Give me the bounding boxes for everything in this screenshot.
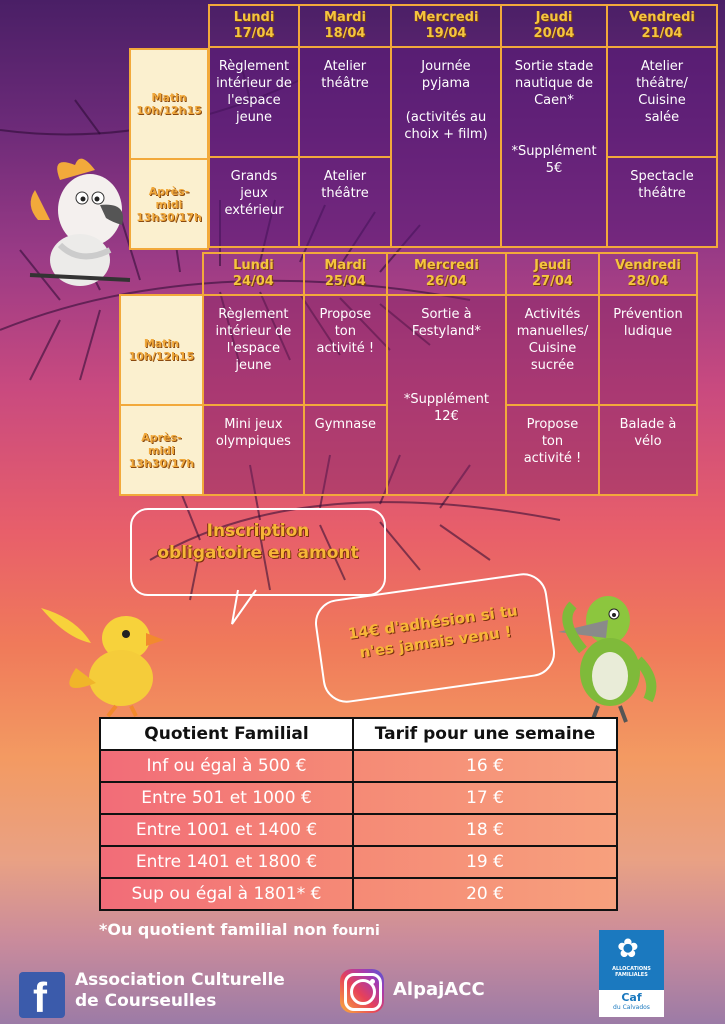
week2-mon-afternoon: Mini jeux olympiques: [203, 405, 304, 495]
week1-wed-fullday: Journée pyjama (activités au choix + film): [391, 47, 501, 247]
week2-morning-label: Matin 10h/12h15: [120, 295, 203, 405]
week1-fri-afternoon: Spectacle théâtre: [607, 157, 717, 247]
week2-tue-afternoon: Gymnase: [304, 405, 387, 495]
week2-header-jeudi: Jeudi 27/04: [506, 253, 599, 295]
week2-header-lundi: Lundi 24/04: [203, 253, 304, 295]
instagram-icon[interactable]: [340, 969, 384, 1013]
table-row: [100, 846, 617, 878]
pricing-tarif-cell: 18 €: [353, 814, 617, 846]
week2-fri-afternoon: Balade à vélo: [599, 405, 697, 495]
pricing-quotient-cell: Sup ou égal à 1801* €: [100, 878, 353, 910]
inscription-text: Inscription obligatoire en amont: [157, 521, 359, 563]
week1-tue-morning: Atelier théâtre: [299, 47, 391, 157]
week2-thu-afternoon: Propose ton activité !: [506, 405, 599, 495]
week2-fri-morning: Prévention ludique: [599, 295, 697, 405]
yellow-bird-illustration: [36, 598, 166, 718]
week2-header-vendredi: Vendredi 28/04: [599, 253, 697, 295]
cockatoo-illustration: [20, 150, 145, 300]
week1-header-mercredi: Mercredi 19/04: [391, 5, 501, 47]
week1-mon-morning: Règlement intérieur de l'espace jeune: [209, 47, 299, 157]
week1-header-lundi: Lundi 17/04: [209, 5, 299, 47]
week1-header-mardi: Mardi 18/04: [299, 5, 391, 47]
week1-schedule-table: [208, 4, 718, 248]
week2-schedule-table: [119, 252, 698, 496]
pricing-footnote: *Ou quotient familial non fourni: [99, 920, 380, 939]
caf-flower-icon: ✿: [617, 934, 639, 964]
facebook-icon[interactable]: f: [19, 972, 65, 1018]
week2-thu-morning: Activités manuelles/ Cuisine sucrée: [506, 295, 599, 405]
week2-header-mardi: Mardi 25/04: [304, 253, 387, 295]
instagram-handle[interactable]: AlpajACC: [393, 979, 485, 1000]
pricing-tarif-cell: 17 €: [353, 782, 617, 814]
week1-afternoon-label: Après- midi 13h30/17h: [130, 159, 208, 249]
table-row: [100, 782, 617, 814]
pricing-tarif-cell: 19 €: [353, 846, 617, 878]
pricing-quotient-cell: Entre 1401 et 1800 €: [100, 846, 353, 878]
pricing-header-tarif: Tarif pour une semaine: [353, 718, 617, 750]
table-row: [100, 814, 617, 846]
week1-header-jeudi: Jeudi 20/04: [501, 5, 607, 47]
bubble1-tail: [230, 588, 270, 628]
green-bird-illustration: [548, 580, 668, 730]
adhesion-text: 14€ d'adhésion si tu n'es jamais venu !: [346, 601, 519, 662]
week1-tue-afternoon: Atelier théâtre: [299, 157, 391, 247]
pricing-tarif-cell: 20 €: [353, 878, 617, 910]
pricing-table: [99, 717, 618, 911]
week2-tue-morning: Propose ton activité !: [304, 295, 387, 405]
week2-afternoon-label: Après- midi 13h30/17h: [120, 405, 203, 495]
pricing-tarif-cell: 16 €: [353, 750, 617, 782]
table-row: [100, 750, 617, 782]
week2-mon-morning: Règlement intérieur de l'espace jeune: [203, 295, 304, 405]
week1-thu-fullday: Sortie stade nautique de Caen* *Supplément 5€: [501, 47, 607, 247]
table-row: [100, 878, 617, 910]
pricing-header-quotient: Quotient Familial: [100, 718, 353, 750]
week1-mon-afternoon: Grands jeux extérieur: [209, 157, 299, 247]
pricing-quotient-cell: Entre 501 et 1000 €: [100, 782, 353, 814]
inscription-speech-bubble: [130, 508, 386, 596]
caf-logo: ✿ ALLOCATIONS FAMILIALES Caf du Calvados: [599, 930, 664, 1017]
pricing-quotient-cell: Inf ou égal à 500 €: [100, 750, 353, 782]
week1-fri-morning: Atelier théâtre/ Cuisine salée: [607, 47, 717, 157]
week1-header-vendredi: Vendredi 21/04: [607, 5, 717, 47]
week2-wed-fullday: Sortie à Festyland* *Supplément 12€: [387, 295, 506, 495]
week2-header-mercredi: Mercredi 26/04: [387, 253, 506, 295]
pricing-header-row: [100, 718, 617, 750]
week1-morning-label: Matin 10h/12h15: [130, 49, 208, 159]
association-name: Association Culturelle de Courseulles: [75, 970, 285, 1011]
pricing-quotient-cell: Entre 1001 et 1400 €: [100, 814, 353, 846]
